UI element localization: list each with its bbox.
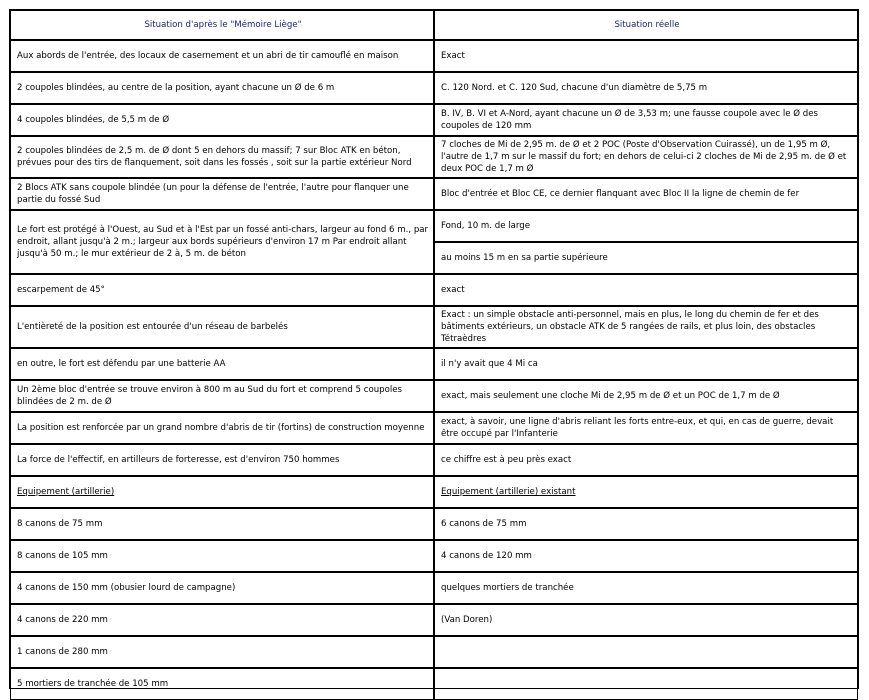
equip-row-5-left: 1 canons de 280 mm [10,636,434,668]
equipment-header-right-text: Equipement (artillerie) existant [441,487,576,497]
row-8-right: Exact : un simple obstacle anti-personnel, mais en plus, le long du chemin de fer et des bâtiments extérieurs, un obstacle ATK de 5 rangées de rails, et plus loin, des obstacles Tétraèdres [434,306,858,348]
row-3-right: B. IV, B. VI et A-Nord, ayant chacune un Ø de 3,53 m; une fausse coupole avec le Ø des coupoles de 120 mm [434,104,858,136]
row-11-right: exact, à savoir, une ligne d'abris reliant les forts entre-eux, et qui, en cas de guerre, devait être occupé par l'Infanterie [434,412,858,444]
header-situation-reelle: Situation réelle [434,10,858,40]
row-4-right: 7 cloches de Mi de 2,95 m. de Ø et 2 POC (Poste d'Observation Cuirassé), un de 1,95 m Ø, l'autre de 1,7 m sur le massif du fort; en dehors de celui-ci 2 cloches de Mi de 2,95 m. de Ø et deux POC de 1,7 m Ø [434,136,858,178]
row-6-left: Le fort est protégé à l'Ouest, au Sud et à l'Est par un fossé anti-chars, largeur au fond 6 m., par endroit, allant jusqu'à 2 m.; largeur aux bords supérieurs d'environ 17 m Par endroit allant jusqu'à 50 m.; le mur extérieur de 2 à, 5 m. de béton [10,210,434,274]
row-5-right: Bloc d'entrée et Bloc CE, ce dernier flanquant avec Bloc II la ligne de chemin de fer [434,178,858,210]
row-2-left: 2 coupoles blindées, au centre de la position, ayant chacune un Ø de 6 m [10,72,434,104]
equipment-header-row [10,476,858,508]
row-11-left: La position est renforcée par un grand nombre d'abris de tir (fortins) de construction moyenne [10,412,434,444]
table-row [10,210,858,242]
row-10-right: exact, mais seulement une cloche Mi de 2,95 m de Ø et un POC de 1,7 m de Ø [434,380,858,412]
table-row [10,306,858,348]
equip-row-3-left: 4 canons de 150 mm (obusier lourd de campagne) [10,572,434,604]
table-row [10,380,858,412]
table-row [10,540,858,572]
row-9-right: il n'y avait que 4 Mi ca [434,348,858,380]
row-6-right-top: Fond, 10 m. de large [434,210,858,242]
comparison-table [10,10,858,700]
equip-row-6-right [434,668,858,700]
table-row [10,604,858,636]
table-row [10,508,858,540]
row-3-left: 4 coupoles blindées, de 5,5 m de Ø [10,104,434,136]
table-row [10,136,858,178]
equip-row-1-right: 6 canons de 75 mm [434,508,858,540]
row-2-right: C. 120 Nord. et C. 120 Sud, chacune d'un diamètre de 5,75 m [434,72,858,104]
equip-row-4-right: (Van Doren) [434,604,858,636]
equip-row-3-right: quelques mortiers de tranchée [434,572,858,604]
equip-row-4-left: 4 canons de 220 mm [10,604,434,636]
row-12-right: ce chiffre est à peu près exact [434,444,858,476]
equip-row-1-left: 8 canons de 75 mm [10,508,434,540]
table-row [10,348,858,380]
table-row [10,40,858,72]
equip-row-2-right: 4 canons de 120 mm [434,540,858,572]
table-row [10,668,858,700]
equip-row-6-left: 5 mortiers de tranchée de 105 mm [10,668,434,700]
row-9-left: en outre, le fort est défendu par une batterie AA [10,348,434,380]
table-row [10,412,858,444]
header-memoire-liege: Situation d'après le "Mémoire Liège" [10,10,434,40]
table-row [10,444,858,476]
row-1-right: Exact [434,40,858,72]
table-row [10,178,858,210]
table-header-row [10,10,858,40]
equipment-header-left [10,476,434,508]
row-10-left: Un 2ème bloc d'entrée se trouve environ à 800 m au Sud du fort et comprend 5 coupoles blindées de 2 m. de Ø [10,380,434,412]
row-8-left: L'entièreté de la position est entourée d'un réseau de barbelés [10,306,434,348]
table-row [10,572,858,604]
row-1-left: Aux abords de l'entrée, des locaux de casernement et un abri de tir camouflé en maison [10,40,434,72]
row-12-left: La force de l'effectif, en artilleurs de forteresse, est d'environ 750 hommes [10,444,434,476]
comparison-table-frame [9,9,859,689]
row-4-left: 2 coupoles blindées de 2,5 m. de Ø dont 5 en dehors du massif; 7 sur Bloc ATK en béton, prévues pour des tirs de flanquement, soit dans les fossés , soit sur la partie extérieur Nord [10,136,434,178]
row-7-left: escarpement de 45° [10,274,434,306]
equipment-header-right [434,476,858,508]
table-row [10,636,858,668]
table-row [10,274,858,306]
row-5-left: 2 Blocs ATK sans coupole blindée (un pour la défense de l'entrée, l'autre pour flanquer une partie du fossé Sud [10,178,434,210]
row-7-right: exact [434,274,858,306]
equip-row-2-left: 8 canons de 105 mm [10,540,434,572]
row-6-right-bottom: au moins 15 m en sa partie supérieure [434,242,858,274]
equip-row-5-right [434,636,858,668]
equipment-header-left-text: Equipement (artillerie) [17,487,115,497]
table-row [10,72,858,104]
table-row [10,104,858,136]
